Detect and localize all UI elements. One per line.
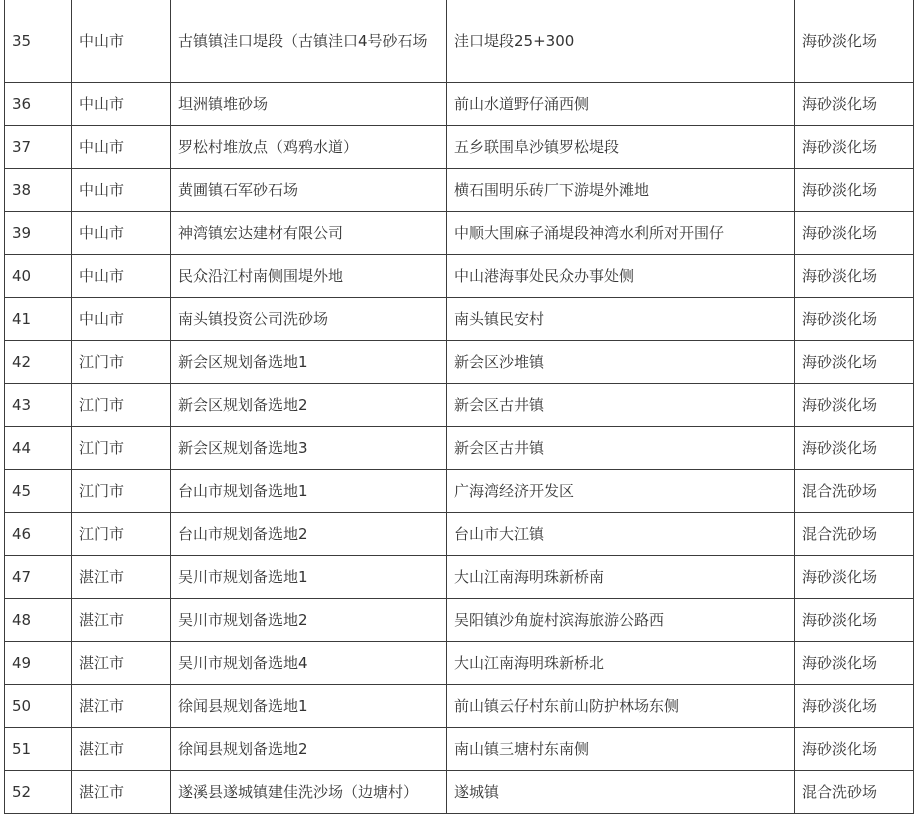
table-row (5, 169, 914, 212)
cell-number: 46 (5, 513, 72, 556)
table-row (5, 255, 914, 298)
cell-location: 前山水道野仔涌西侧 (447, 83, 795, 126)
cell-site-name: 台山市规划备选地2 (171, 513, 447, 556)
cell-number: 44 (5, 427, 72, 470)
cell-location: 五乡联围阜沙镇罗松堤段 (447, 126, 795, 169)
cell-number: 37 (5, 126, 72, 169)
cell-number: 47 (5, 556, 72, 599)
cell-site-name: 台山市规划备选地1 (171, 470, 447, 513)
table-row (5, 771, 914, 814)
page (4, 0, 914, 814)
cell-city: 江门市 (72, 470, 171, 513)
cell-location: 广海湾经济开发区 (447, 470, 795, 513)
table-row (5, 298, 914, 341)
cell-city: 中山市 (72, 212, 171, 255)
cell-location: 前山镇云仔村东前山防护林场东侧 (447, 685, 795, 728)
cell-location: 中山港海事处民众办事处侧 (447, 255, 795, 298)
cell-site-type: 海砂淡化场 (795, 0, 914, 83)
cell-number: 42 (5, 341, 72, 384)
table-row (5, 126, 914, 169)
table-row (5, 728, 914, 771)
cell-site-name: 吴川市规划备选地2 (171, 599, 447, 642)
cell-site-type: 海砂淡化场 (795, 599, 914, 642)
table-row (5, 0, 914, 83)
cell-site-type: 海砂淡化场 (795, 728, 914, 771)
cell-city: 中山市 (72, 0, 171, 83)
table-row (5, 513, 914, 556)
cell-site-type: 混合洗砂场 (795, 513, 914, 556)
cell-number: 45 (5, 470, 72, 513)
cell-site-name: 徐闻县规划备选地2 (171, 728, 447, 771)
cell-city: 湛江市 (72, 642, 171, 685)
cell-site-name: 吴川市规划备选地4 (171, 642, 447, 685)
cell-city: 江门市 (72, 384, 171, 427)
cell-city: 湛江市 (72, 771, 171, 814)
cell-location: 大山江南海明珠新桥北 (447, 642, 795, 685)
cell-site-name: 南头镇投资公司洗砂场 (171, 298, 447, 341)
cell-number: 43 (5, 384, 72, 427)
cell-location: 台山市大江镇 (447, 513, 795, 556)
cell-site-name: 黄圃镇石军砂石场 (171, 169, 447, 212)
cell-site-name: 吴川市规划备选地1 (171, 556, 447, 599)
cell-number: 38 (5, 169, 72, 212)
cell-site-name: 坦洲镇堆砂场 (171, 83, 447, 126)
table-row (5, 427, 914, 470)
cell-location: 新会区古井镇 (447, 384, 795, 427)
cell-city: 中山市 (72, 255, 171, 298)
cell-site-type: 海砂淡化场 (795, 341, 914, 384)
cell-site-type: 海砂淡化场 (795, 298, 914, 341)
cell-site-name: 罗松村堆放点（鸡鸦水道） (171, 126, 447, 169)
cell-city: 湛江市 (72, 599, 171, 642)
cell-city: 湛江市 (72, 685, 171, 728)
table-row (5, 685, 914, 728)
table-row (5, 384, 914, 427)
cell-number: 40 (5, 255, 72, 298)
cell-city: 中山市 (72, 298, 171, 341)
cell-location: 南头镇民安村 (447, 298, 795, 341)
cell-city: 中山市 (72, 169, 171, 212)
cell-number: 49 (5, 642, 72, 685)
cell-site-type: 海砂淡化场 (795, 126, 914, 169)
cell-site-type: 海砂淡化场 (795, 685, 914, 728)
cell-site-name: 遂溪县遂城镇建佳洗沙场（边塘村） (171, 771, 447, 814)
cell-number: 41 (5, 298, 72, 341)
cell-number: 35 (5, 0, 72, 83)
cell-number: 48 (5, 599, 72, 642)
cell-location: 横石围明乐砖厂下游堤外滩地 (447, 169, 795, 212)
table-row (5, 470, 914, 513)
cell-site-type: 海砂淡化场 (795, 169, 914, 212)
cell-city: 江门市 (72, 427, 171, 470)
cell-site-type: 海砂淡化场 (795, 212, 914, 255)
cell-city: 中山市 (72, 83, 171, 126)
table-body (5, 0, 914, 814)
cell-number: 52 (5, 771, 72, 814)
cell-city: 中山市 (72, 126, 171, 169)
cell-site-name: 古镇镇洼口堤段（古镇洼口4号砂石场 (171, 0, 447, 83)
table-row (5, 83, 914, 126)
table-row (5, 556, 914, 599)
cell-site-name: 神湾镇宏达建材有限公司 (171, 212, 447, 255)
cell-site-type: 海砂淡化场 (795, 556, 914, 599)
cell-site-type: 海砂淡化场 (795, 642, 914, 685)
cell-location: 遂城镇 (447, 771, 795, 814)
cell-site-name: 徐闻县规划备选地1 (171, 685, 447, 728)
cell-site-type: 海砂淡化场 (795, 255, 914, 298)
cell-location: 大山江南海明珠新桥南 (447, 556, 795, 599)
cell-city: 湛江市 (72, 556, 171, 599)
cell-site-type: 海砂淡化场 (795, 427, 914, 470)
cell-site-name: 新会区规划备选地2 (171, 384, 447, 427)
cell-city: 江门市 (72, 341, 171, 384)
cell-city: 江门市 (72, 513, 171, 556)
cell-site-type: 混合洗砂场 (795, 470, 914, 513)
cell-site-type: 海砂淡化场 (795, 384, 914, 427)
cell-number: 50 (5, 685, 72, 728)
cell-location: 新会区古井镇 (447, 427, 795, 470)
table-row (5, 599, 914, 642)
cell-site-type: 混合洗砂场 (795, 771, 914, 814)
table-row (5, 212, 914, 255)
cell-number: 39 (5, 212, 72, 255)
table-row (5, 642, 914, 685)
cell-location: 新会区沙堆镇 (447, 341, 795, 384)
cell-city: 湛江市 (72, 728, 171, 771)
cell-site-type: 海砂淡化场 (795, 83, 914, 126)
cell-site-name: 新会区规划备选地3 (171, 427, 447, 470)
cell-site-name: 新会区规划备选地1 (171, 341, 447, 384)
cell-location: 中顺大围麻子涌堤段神湾水利所对开围仔 (447, 212, 795, 255)
cell-location: 洼口堤段25+300 (447, 0, 795, 83)
cell-number: 51 (5, 728, 72, 771)
cell-number: 36 (5, 83, 72, 126)
sand-site-table (4, 0, 914, 814)
cell-site-name: 民众沿江村南侧围堤外地 (171, 255, 447, 298)
cell-location: 吴阳镇沙角旋村滨海旅游公路西 (447, 599, 795, 642)
cell-location: 南山镇三塘村东南侧 (447, 728, 795, 771)
table-row (5, 341, 914, 384)
